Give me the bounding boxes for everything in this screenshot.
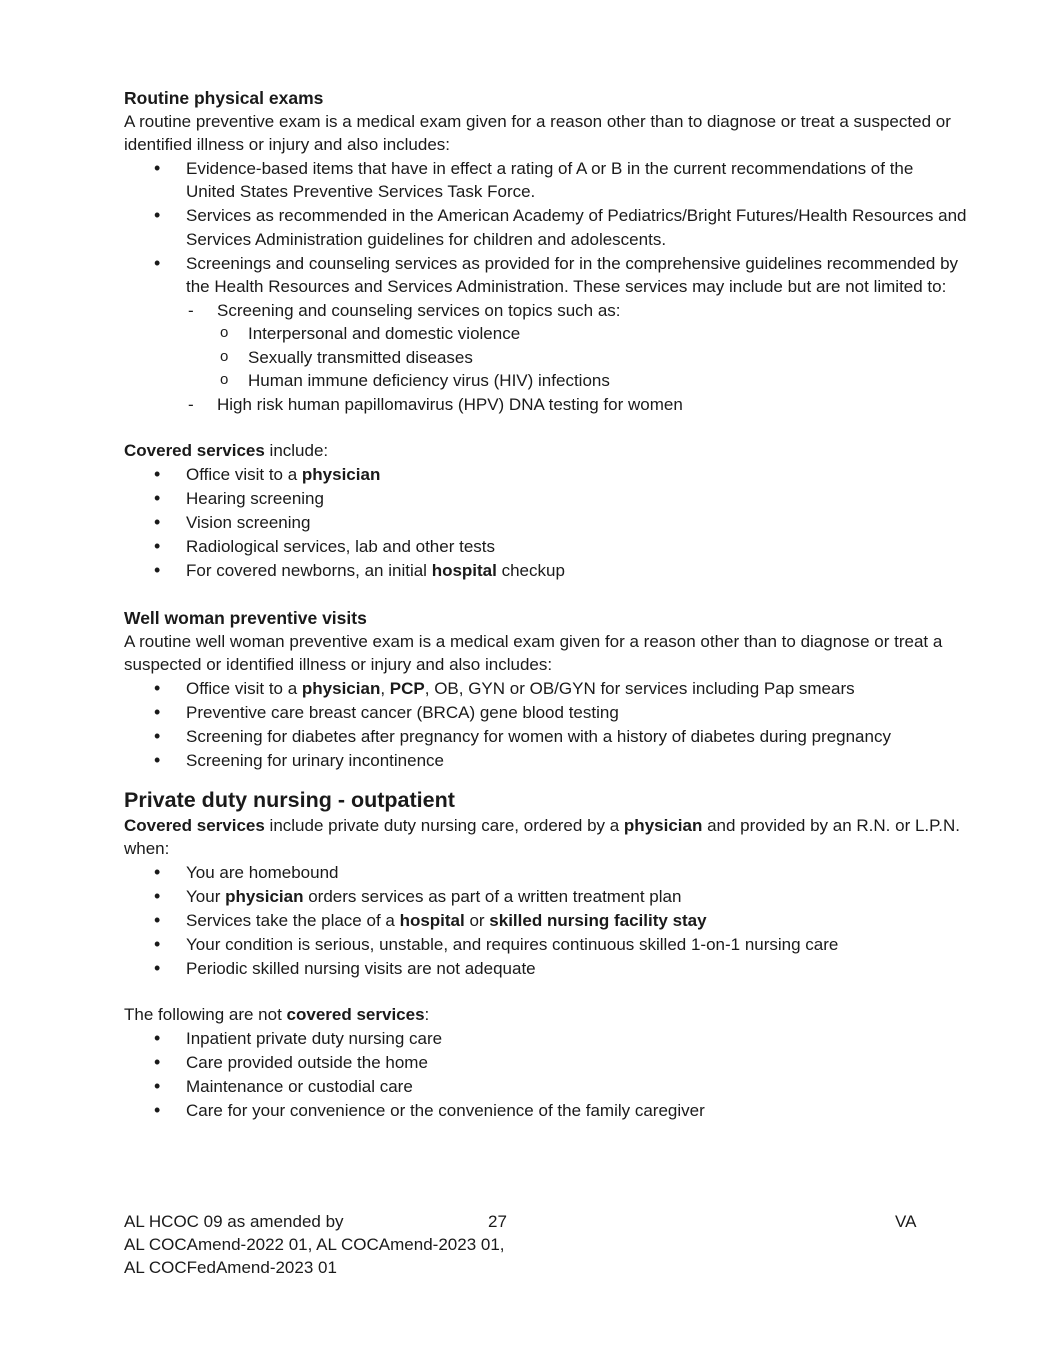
paragraph-line: suspected or identified illness or injury and also includes: [124, 654, 553, 674]
section-heading-routine-physical-exams: Routine physical exams [124, 88, 324, 108]
document-body [124, 86, 994, 1123]
list-item: - Screening and counseling services on topics such as: o Interpersonal and domestic violence o Sexually transmitted diseases o Human immune deficiency virus (HIV) infections [186, 299, 994, 393]
section-heading-well-woman: Well woman preventive visits [124, 607, 367, 628]
footer-line: AL COCFedAmend-2023 01 [124, 1258, 337, 1278]
bullet-list-nursing [124, 861, 994, 981]
bullet-list-covered [124, 463, 994, 583]
list-item: • Screening for diabetes after pregnancy for women with a history of diabetes during pregnancy [124, 725, 994, 749]
list-item: - High risk human papillomavirus (HPV) DNA testing for women [186, 393, 994, 417]
bullet-list-not-covered [124, 1027, 994, 1123]
circle-list [217, 322, 994, 393]
list-item: • Your condition is serious, unstable, and requires continuous skilled 1-on-1 nursing care [124, 933, 994, 957]
list-item: • You are homebound [124, 861, 994, 885]
list-item: • For covered newborns, an initial hospital checkup [124, 559, 994, 583]
list-item: • Services take the place of a hospital or skilled nursing facility stay [124, 909, 994, 933]
list-item: • Screenings and counseling services as provided for in the comprehensive guidelines recommended by the Health Resources and Services Administration. These services may include but are not limited to: - Screening and counseling services on topics such as: o Interpersonal and domestic violence o Sexually transmitted diseases o Human immune deficiency virus (HIV) infections - High risk human papillomavirus (HPV) DNA testing for women [124, 252, 994, 417]
list-item: • Preventive care breast cancer (BRCA) gene blood testing [124, 701, 994, 725]
list-item: o Sexually transmitted diseases [217, 346, 994, 370]
paragraph-line: Covered services include private duty nursing care, ordered by a physician and provided by an R.N. or L.P.N. [124, 816, 961, 836]
page-number: 27 [488, 1212, 507, 1231]
list-item: • Periodic skilled nursing visits are not adequate [124, 957, 994, 981]
list-item: o Interpersonal and domestic violence [217, 322, 994, 346]
bullet-list-well-woman [124, 677, 994, 773]
paragraph-line: when: [124, 839, 170, 859]
list-item: • Inpatient private duty nursing care [124, 1027, 994, 1051]
list-item: • Your physician orders services as part of a written treatment plan [124, 885, 994, 909]
list-item: • Office visit to a physician [124, 463, 994, 487]
list-item: • Office visit to a physician, PCP, OB, GYN or OB/GYN for services including Pap smears [124, 677, 994, 701]
list-item: • Maintenance or custodial care [124, 1075, 994, 1099]
paragraph-line: A routine well woman preventive exam is a medical exam given for a reason other than to diagnose or treat a [124, 631, 943, 651]
paragraph-line: identified illness or injury and also includes: [124, 135, 451, 155]
dash-list [186, 299, 994, 417]
list-item: • Hearing screening [124, 487, 994, 511]
list-item: • Screening for urinary incontinence [124, 749, 994, 773]
list-item: • Vision screening [124, 511, 994, 535]
list-item: • Care for your convenience or the convenience of the family caregiver [124, 1099, 994, 1123]
state-code: VA [895, 1212, 917, 1231]
paragraph-line: A routine preventive exam is a medical exam given for a reason other than to diagnose or treat a suspected or [124, 112, 951, 131]
list-item: • Services as recommended in the American Academy of Pediatrics/Bright Futures/Health Resources and Services Administration guidelines for children and adolescents. [124, 204, 994, 251]
page-footer [124, 1210, 924, 1280]
list-item: • Care provided outside the home [124, 1051, 994, 1075]
covered-services-lead: Covered services include: [124, 441, 329, 461]
footer-line: AL HCOC 09 as amended by [124, 1212, 344, 1231]
list-item: • Evidence-based items that have in effect a rating of A or B in the current recommendations of the United States Preventive Services Task Force. [124, 157, 994, 204]
bullet-list-routine [124, 157, 994, 417]
footer-line: AL COCAmend-2022 01, AL COCAmend-2023 01, [124, 1235, 505, 1255]
list-item: • Radiological services, lab and other tests [124, 535, 994, 559]
not-covered-lead: The following are not covered services: [124, 1005, 430, 1025]
list-item: o Human immune deficiency virus (HIV) infections [217, 369, 994, 393]
section-heading-private-duty-nursing: Private duty nursing - outpatient [124, 788, 455, 813]
